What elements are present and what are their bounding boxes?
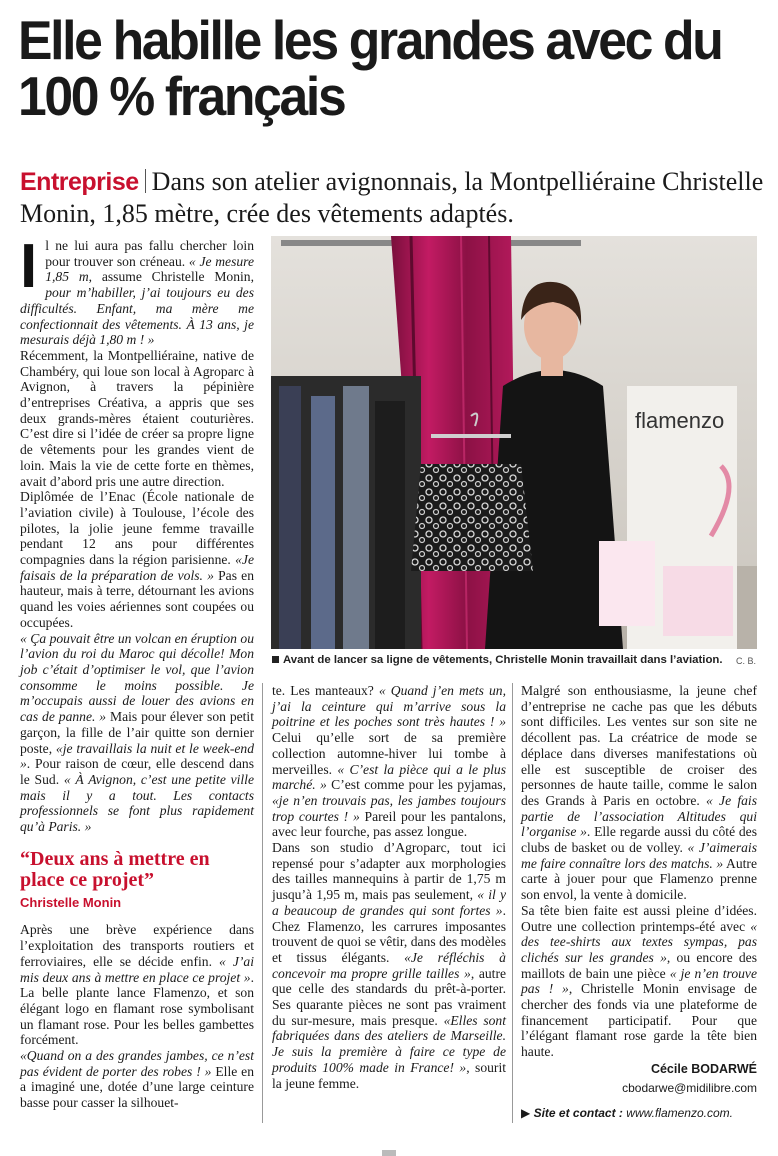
- article-column-3: [521, 683, 757, 1122]
- article-paragraph: Dans son studio d’Agroparc, tout ici repensé pour s’adapter aux morphologies des tailles mannequins à partir de 1,75 m jusqu’à 1,95 m, mais pas seulement, « il y a beaucoup de grandes qui sont fortes ». Chez Flamenzo, les carrures imposantes trouvent de quoi se vêtir, dans des modèles et tissus élégants. «Je réfléchis à concevoir ma propre grille tailles », autre que celle des standards du prêt-à-porter. Ses quarante pièces ne sont pas vraiment du sur-mesure, mais presque. «Elles sont fabriquées dans des ateliers de Marseille. Je suis la première à faire ce type de produits 100% made in France! », sourit la jeune femme.: [272, 840, 507, 1091]
- page-marker: [382, 1150, 396, 1156]
- headline: Elle habille les grandes avec du 100 % français: [18, 9, 722, 127]
- standfirst-block: [20, 166, 770, 230]
- arrow-icon: ▶: [521, 1106, 531, 1121]
- author-email: cbodarwe@midilibre.com: [622, 1080, 757, 1095]
- article-paragraph: Diplômée de l’Enac (École nationale de l’aviation civile) à Toulouse, l’école des pilotes, la jolie jeune femme travaille pendant 12 ans pour différentes compagnies dans la région parisienne. «Je faisais de la préparation de vols. » Pas en hauteur, mais à terre, détournant les avions quand les voies aériennes sont coupées ou occupées.: [20, 489, 254, 630]
- photo-credit: C. B.: [735, 656, 756, 666]
- standfirst-text: Dans son atelier avignonnais, la Montpelliéraine Christelle Monin, 1,85 mètre, crée des vêtements adaptés.: [20, 167, 764, 228]
- pull-quote: “Deux ans à mettre en place ce projet”: [20, 847, 210, 891]
- column-divider: [262, 683, 263, 1123]
- photo-illustration: [271, 236, 757, 649]
- author-signature: [521, 1062, 757, 1096]
- article-paragraph: « Ça pouvait être un volcan en éruption ou l’avion du roi du Maroc qui décolle! Mon job c’était d’optimiser le vol, que l’avion consomme le moins possible. Je m’occupais aussi de louer des avions en cas de panne. » Mais pour élever son petit garçon, la fille de l’air quitte son dernier poste, «je travaillais la nuit et le week-end ». Pour raison de cœur, elle descend dans le Sud. « À Avignon, c’est une petite ville mais il y a tout. Les contacts professionnels se font plus rapidement qu’à Paris. »: [20, 630, 254, 835]
- site-contact: [521, 1106, 757, 1122]
- column-divider: [512, 683, 513, 1123]
- article-paragraph: Sa tête bien faite est aussi pleine d’idées. Outre une collection printemps-été avec « des tee-shirts aux textes sympas, pas clichés sur les grandes », ou encore des maillots de bain une pièce « je n’en trouve pas ! », Christelle Monin envisage de chercher des fonds via une plateforme de financement participatif. Pour que l’élégant flamant rose garde la tête bien haute.: [521, 902, 757, 1060]
- photo-caption: [272, 654, 757, 666]
- rubric-label: Entreprise: [20, 168, 139, 196]
- article-column-2: [272, 683, 506, 1091]
- drop-cap: I: [20, 232, 38, 301]
- article-paragraph: te. Les manteaux? « Quand j’en mets un, j’ai la ceinture qui m’arrive sous la poitrine et les poches sont très hautes ! » Celui qu’elle sort de sa première collection automne-hiver lui tombe à merveilles. « C’est la pièce qui a le plus marché. » C’est comme pour les pyjamas, «je n’en trouvais pas, les jambes toujours trop courtes ! » Pareil pour les pantalons, avec leur fourche, pas assez longue.: [272, 683, 506, 840]
- article-column-1: [20, 232, 255, 1111]
- article-paragraph: Malgré son enthousiasme, la jeune chef d’entreprise ne cache pas que les débuts sont difficiles. Les ventes sur son site ne décollent pas. La créatrice de mode se déplace dans diverses manifestations où elle est susceptible de croiser des personnes de haute taille, comme le salon des Grands à Paris en octobre. « Je fais partie de l’association Altitudes qui l’organise ». Elle regarde aussi du côté des clubs de basket ou de volley. « J’aimerais me faire connaître lors des matchs. » Autre carte à jouer pour que Flamenzo prenne son envol, la vente à domicile.: [521, 683, 757, 903]
- rubric-separator: [145, 169, 146, 193]
- article-paragraph: «Quand on a des grandes jambes, ce n’est pas évident de porter des robes ! » Elle en a imaginé une, dotée d’une large ceinture basse pour casser la silhouet-: [20, 1048, 254, 1111]
- caption-text: Avant de lancer sa ligne de vêtements, Christelle Monin travaillait dans l’aviation.: [283, 654, 723, 666]
- article-paragraph: Après une brève expérience dans l’exploitation des transports routiers et ferroviaires, elle se décide enfin. « J’ai mis deux ans à mettre en place ce projet ». La belle plante lance Flamenzo, et son élégant logo en flamant rose symbolisant un flamant rose. Pour les belles gambettes forcément.: [20, 922, 254, 1048]
- article-paragraph: Récemment, la Montpelliéraine, native de Chambéry, qui loue son local à Agroparc à Avignon, à travers la pépinière d’entreprises Créativa, a appris que ses deux grands-mères étaient couturières. C’est dire si l’idée de créer sa propre ligne de vêtements pour les grandes vient de loin. Mais la vie de cette forte en thèmes, avait d’abord pris une autre direction.: [20, 347, 254, 489]
- site-contact-url[interactable]: www.flamenzo.com.: [626, 1106, 733, 1121]
- article-photo: [271, 236, 757, 649]
- flamenzo-sign-text: flamenzo: [635, 408, 725, 433]
- site-contact-label: Site et contact :: [533, 1106, 623, 1121]
- article-paragraph: Il ne lui aura pas fallu chercher loin pour trouver son créneau. « Je mesure 1,85 m, assume Christelle Monin, pour m’habiller, j’ai toujours eu des difficultés. Enfant, ma mère me confectionnait des vêtements. À 13 ans, je mesurais déjà 1,80 m ! »: [20, 232, 255, 348]
- author-name: Cécile BODARWÉ: [650, 1061, 757, 1076]
- caption-bullet-square: [272, 656, 279, 663]
- pull-quote-author: Christelle Monin: [20, 894, 122, 910]
